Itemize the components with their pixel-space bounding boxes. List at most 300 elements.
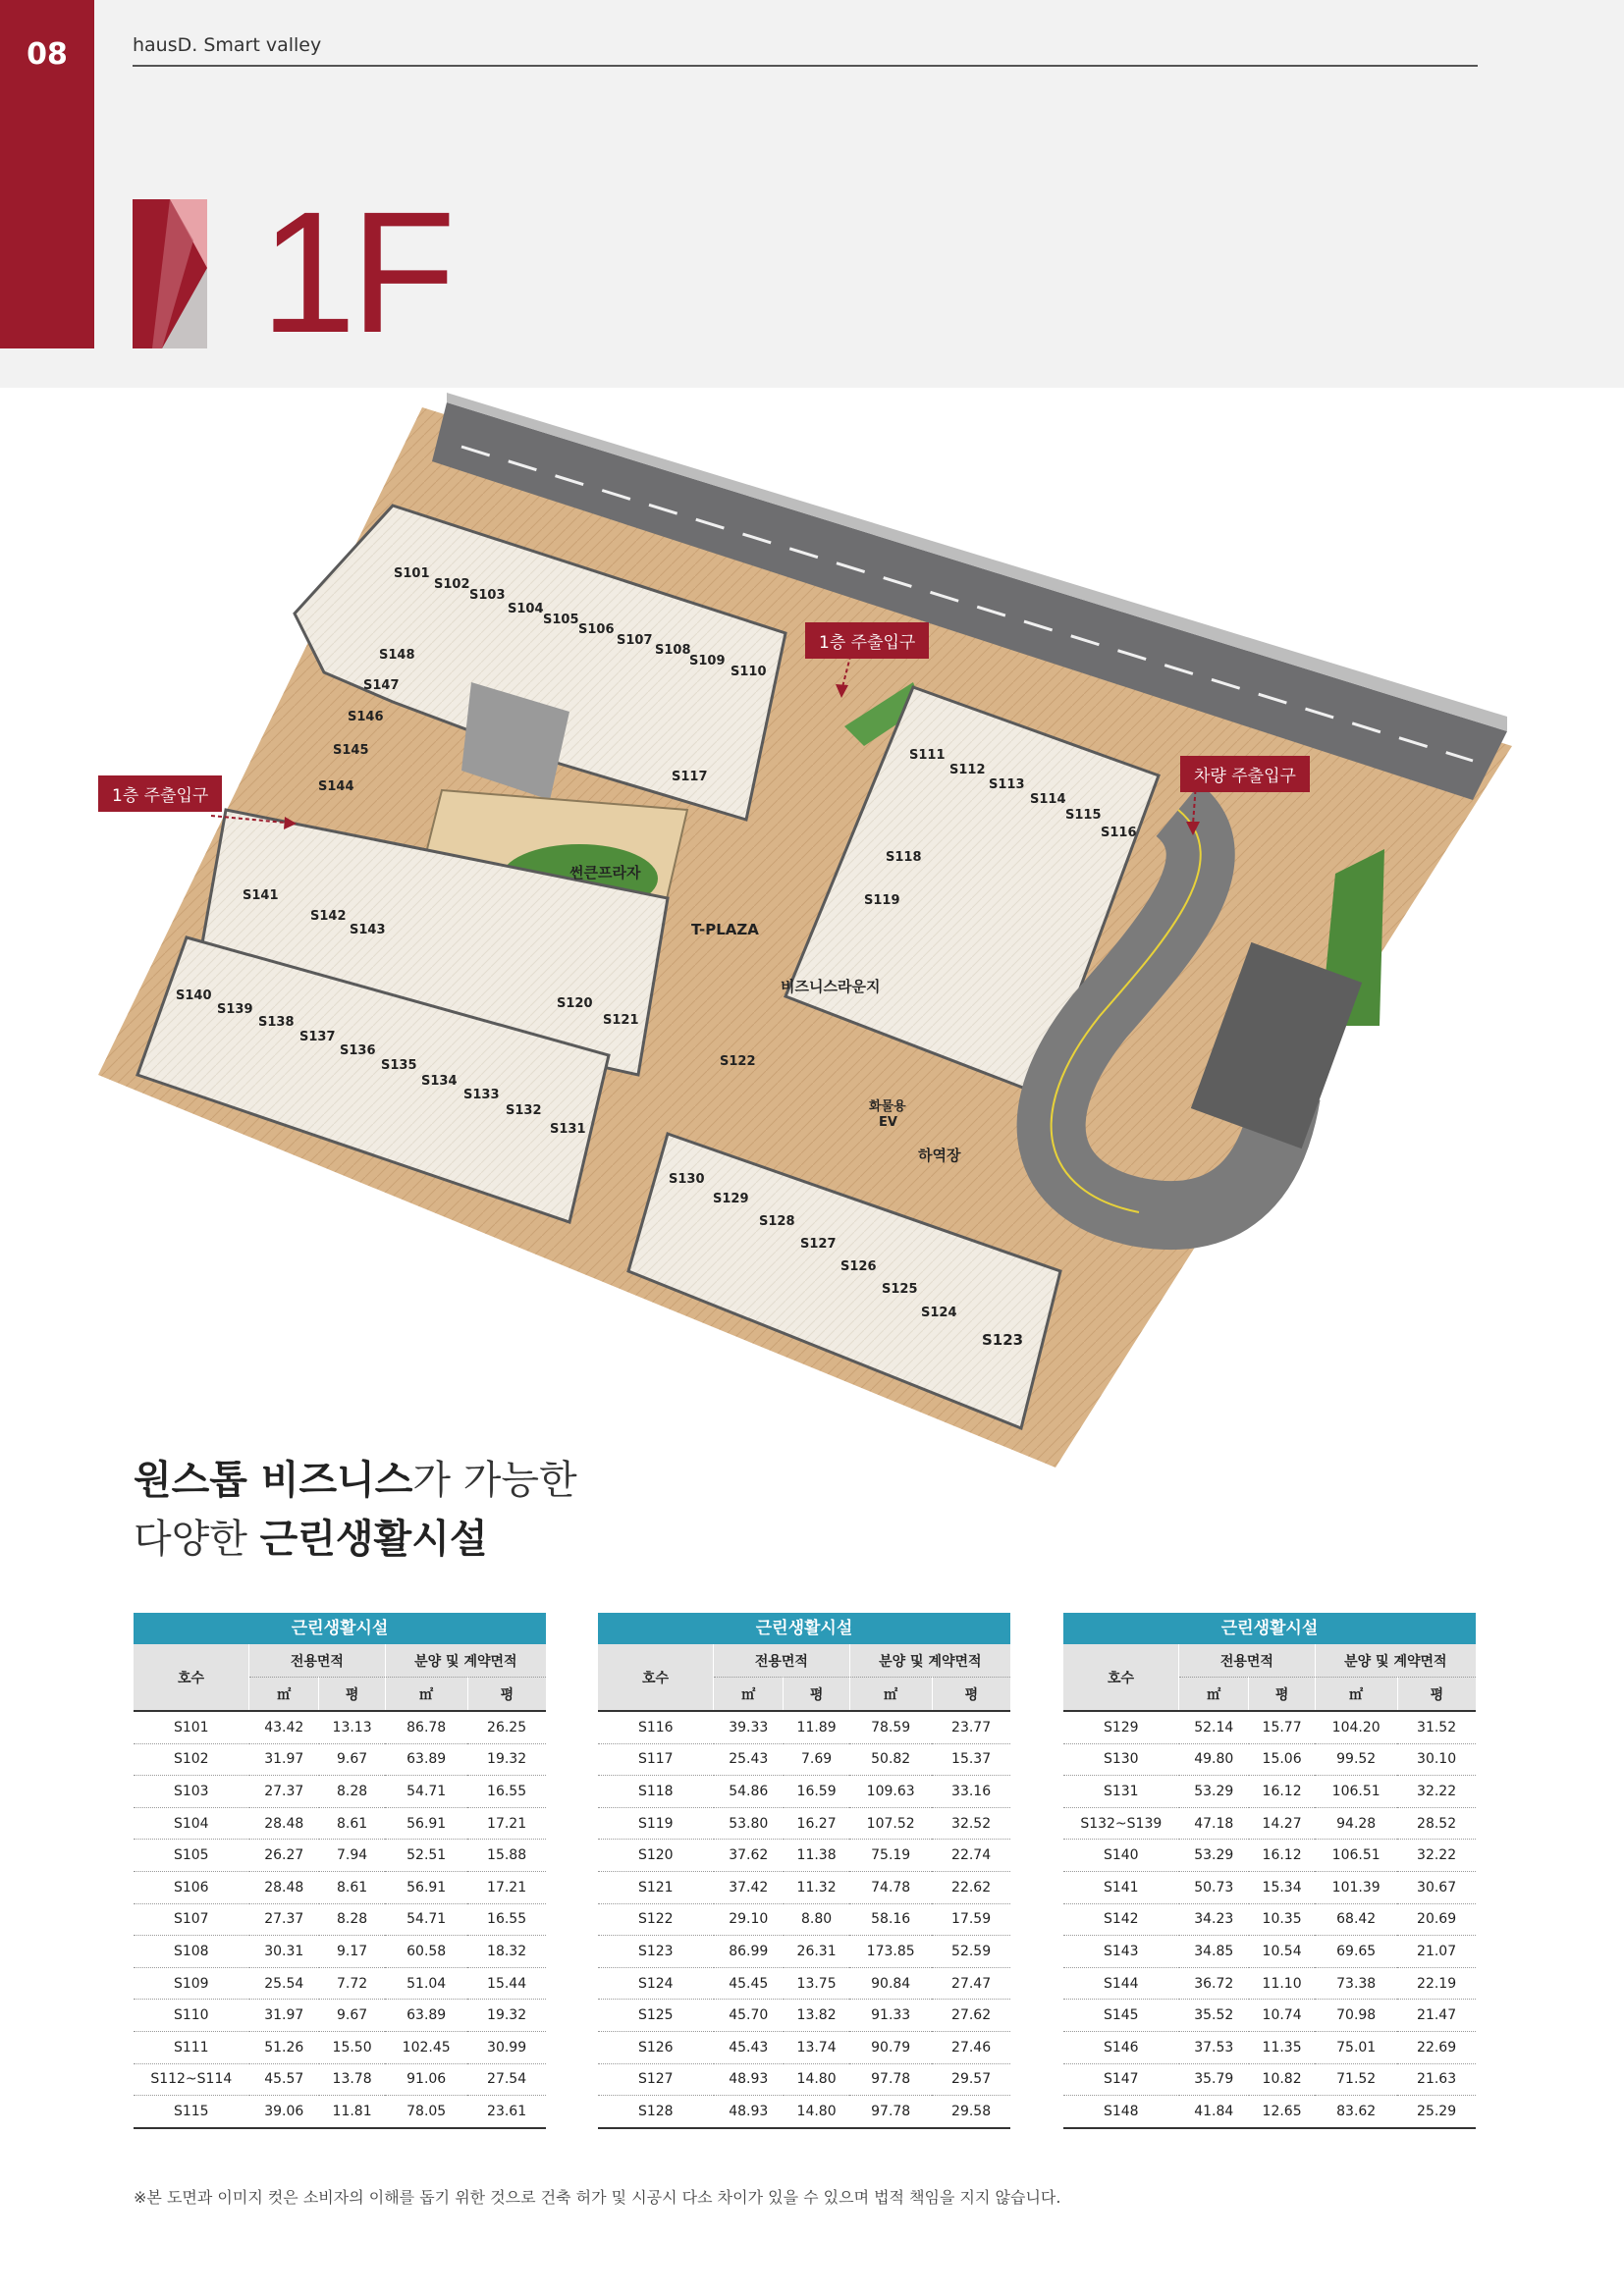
cell-value: 86.99 [714,1936,784,1968]
cell-unit: S119 [598,1807,714,1840]
table-row [598,1743,1010,1776]
unit-label: S119 [864,893,900,908]
cell-value: 26.31 [784,1936,849,1968]
cell-value: 33.16 [932,1776,1010,1808]
table-row [134,2000,546,2032]
cell-unit: S131 [1063,1776,1179,1808]
headline-line2-plain: 다양한 [134,1517,260,1562]
cell-value: 8.28 [319,1903,385,1936]
cell-value: 19.32 [467,1743,546,1776]
cell-value: 56.91 [385,1871,467,1903]
cell-value: 31.97 [249,1743,319,1776]
cell-value: 10.74 [1249,2000,1315,2032]
cell-value: 16.55 [467,1903,546,1936]
unit-label: S113 [989,777,1025,792]
table-row [1063,1871,1476,1903]
unit-label: S121 [603,1013,639,1028]
table-row [1063,1776,1476,1808]
cell-value: 9.67 [319,2000,385,2032]
cell-value: 25.43 [714,1743,784,1776]
unit-label: S140 [176,988,212,1003]
table-row [1063,1807,1476,1840]
cell-value: 106.51 [1315,1776,1397,1808]
cell-value: 41.84 [1179,2096,1249,2128]
unit-label: S120 [557,996,593,1011]
cell-value: 109.63 [849,1776,932,1808]
cell-unit: S115 [134,2096,249,2128]
cell-unit: S118 [598,1776,714,1808]
area-table-1 [134,1613,546,2129]
unit-label: S144 [318,779,354,794]
header-divider [133,65,1478,67]
unit-label: S111 [909,748,946,763]
unit-label: S145 [333,743,369,758]
cell-value: 21.07 [1397,1936,1476,1968]
col-header-exclusive: 전용면적 [714,1644,850,1678]
cell-value: 11.10 [1249,1967,1315,2000]
cell-unit: S111 [134,2031,249,2063]
cell-unit: S129 [1063,1711,1179,1743]
cell-value: 27.62 [932,2000,1010,2032]
cell-value: 63.89 [385,2000,467,2032]
cell-value: 43.42 [249,1711,319,1743]
table-row [134,1807,546,1840]
cell-value: 20.69 [1397,1903,1476,1936]
table-row [134,1776,546,1808]
table-row [598,1776,1010,1808]
cell-unit: S128 [598,2096,714,2128]
table-row [1063,1711,1476,1743]
cell-value: 9.17 [319,1936,385,1968]
cell-value: 13.75 [784,1967,849,2000]
cell-value: 15.44 [467,1967,546,2000]
unit-label: S139 [217,1002,253,1017]
cell-value: 26.27 [249,1840,319,1872]
col-header-contract: 분양 및 계약면적 [385,1644,546,1678]
cell-value: 8.28 [319,1776,385,1808]
cell-value: 25.54 [249,1967,319,2000]
cell-unit: S112~S114 [134,2063,249,2096]
cell-unit: S108 [134,1936,249,1968]
unit-label: S135 [381,1058,417,1073]
cell-value: 27.54 [467,2063,546,2096]
cell-value: 37.42 [714,1871,784,1903]
cell-value: 30.31 [249,1936,319,1968]
cell-value: 97.78 [849,2096,932,2128]
unit-label: S110 [731,665,767,679]
cell-unit: S127 [598,2063,714,2096]
col-header-unit: 호수 [598,1644,714,1711]
cell-value: 30.67 [1397,1871,1476,1903]
table-body [598,1711,1010,2128]
cell-value: 54.71 [385,1903,467,1936]
cell-value: 10.35 [1249,1903,1315,1936]
cell-value: 52.59 [932,1936,1010,1968]
unit-label: S118 [886,850,922,865]
cell-value: 8.61 [319,1871,385,1903]
cell-value: 51.26 [249,2031,319,2063]
table-row [598,1967,1010,2000]
table-row [598,2063,1010,2096]
cell-value: 53.80 [714,1807,784,1840]
table-row [1063,2031,1476,2063]
cell-value: 73.38 [1315,1967,1397,2000]
unit-label: S148 [379,648,415,663]
cell-unit: S144 [1063,1967,1179,2000]
cell-value: 23.77 [932,1711,1010,1743]
cell-value: 14.27 [1249,1807,1315,1840]
floor-plan-illustration [0,388,1624,1468]
cell-value: 34.85 [1179,1936,1249,1968]
cell-value: 15.06 [1249,1743,1315,1776]
cell-value: 14.80 [784,2096,849,2128]
cell-value: 37.53 [1179,2031,1249,2063]
unit-label: S108 [655,643,691,658]
cell-value: 22.74 [932,1840,1010,1872]
cell-value: 11.89 [784,1711,849,1743]
col-header-contract: 분양 및 계약면적 [1315,1644,1476,1678]
unit-label: S123 [982,1331,1024,1349]
cell-value: 52.14 [1179,1711,1249,1743]
headline [134,1451,577,1569]
cell-unit: S125 [598,2000,714,2032]
cell-unit: S109 [134,1967,249,2000]
table-row [1063,1903,1476,1936]
unit-label: S124 [921,1306,957,1320]
cell-value: 51.04 [385,1967,467,2000]
unit-label: S133 [463,1088,500,1102]
unit-label: S141 [243,888,279,903]
area-label-freight-ev: 화물용 [869,1099,906,1114]
unit-label: S138 [258,1015,295,1030]
cell-value: 56.91 [385,1807,467,1840]
table-row [134,1711,546,1743]
cell-value: 22.69 [1397,2031,1476,2063]
area-table-2 [598,1613,1010,2129]
cell-value: 45.57 [249,2063,319,2096]
area-table [1063,1644,1476,2129]
floor-mark-logo [133,199,207,348]
table-title: 근린생활시설 [1063,1613,1476,1644]
cell-unit: S143 [1063,1936,1179,1968]
cell-value: 106.51 [1315,1840,1397,1872]
cell-value: 68.42 [1315,1903,1397,1936]
cell-value: 27.47 [932,1967,1010,2000]
cell-unit: S121 [598,1871,714,1903]
cell-unit: S103 [134,1776,249,1808]
cell-value: 45.70 [714,2000,784,2032]
cell-unit: S107 [134,1903,249,1936]
cell-value: 11.81 [319,2096,385,2128]
area-label-freight-ev-2: EV [879,1115,897,1130]
table-row [134,1743,546,1776]
cell-value: 15.37 [932,1743,1010,1776]
cell-value: 39.06 [249,2096,319,2128]
cell-unit: S117 [598,1743,714,1776]
cell-value: 54.86 [714,1776,784,1808]
cell-value: 74.78 [849,1871,932,1903]
table-row [598,1871,1010,1903]
cell-value: 78.05 [385,2096,467,2128]
unit-label: S137 [299,1030,336,1044]
table-row [1063,1840,1476,1872]
cell-value: 23.61 [467,2096,546,2128]
cell-unit: S106 [134,1871,249,1903]
cell-unit: S146 [1063,2031,1179,2063]
unit-label: S109 [689,654,726,668]
cell-unit: S126 [598,2031,714,2063]
cell-value: 22.19 [1397,1967,1476,2000]
cell-value: 26.25 [467,1711,546,1743]
cell-unit: S101 [134,1711,249,1743]
table-row [1063,2063,1476,2096]
cell-value: 71.52 [1315,2063,1397,2096]
cell-value: 86.78 [385,1711,467,1743]
cell-value: 31.97 [249,2000,319,2032]
unit-label: S105 [543,613,579,627]
col-header-unit: 호수 [134,1644,249,1711]
unit-label: S134 [421,1074,458,1089]
table-row [1063,1967,1476,2000]
area-table-3 [1063,1613,1476,2129]
unit-label: S102 [434,577,470,592]
cell-value: 17.21 [467,1871,546,1903]
cell-value: 7.69 [784,1743,849,1776]
cell-value: 22.62 [932,1871,1010,1903]
cell-value: 36.72 [1179,1967,1249,2000]
unit-label: S127 [800,1237,837,1252]
col-header-pyeong: 평 [932,1678,1010,1712]
cell-value: 78.59 [849,1711,932,1743]
unit-label: S126 [840,1259,877,1274]
cell-value: 28.48 [249,1807,319,1840]
unit-label: S112 [949,763,986,777]
cell-value: 91.33 [849,2000,932,2032]
cell-unit: S142 [1063,1903,1179,1936]
cell-value: 16.59 [784,1776,849,1808]
col-header-m2: ㎡ [249,1678,319,1712]
cell-value: 8.80 [784,1903,849,1936]
table-row [134,1936,546,1968]
table-row [1063,1936,1476,1968]
table-row [134,1903,546,1936]
cell-value: 11.38 [784,1840,849,1872]
cell-value: 48.93 [714,2063,784,2096]
cell-value: 10.82 [1249,2063,1315,2096]
cell-value: 7.72 [319,1967,385,2000]
col-header-pyeong: 평 [1249,1678,1315,1712]
cell-value: 25.29 [1397,2096,1476,2128]
unit-label: S107 [617,633,653,648]
col-header-pyeong: 평 [467,1678,546,1712]
cell-value: 94.28 [1315,1807,1397,1840]
table-row [598,2096,1010,2128]
cell-value: 50.73 [1179,1871,1249,1903]
cell-value: 45.43 [714,2031,784,2063]
cell-value: 69.65 [1315,1936,1397,1968]
table-title: 근린생활시설 [598,1613,1010,1644]
cell-value: 16.12 [1249,1840,1315,1872]
page-number-tab [0,0,94,348]
cell-value: 27.46 [932,2031,1010,2063]
floor-title: 1F [260,177,451,369]
table-title: 근린생활시설 [134,1613,546,1644]
cell-unit: S105 [134,1840,249,1872]
unit-label: S125 [882,1282,918,1297]
cell-value: 75.19 [849,1840,932,1872]
cell-unit: S120 [598,1840,714,1872]
unit-label: S146 [348,710,384,724]
cell-value: 15.77 [1249,1711,1315,1743]
callout-vehicle-entrance: 차량 주출입구 [1180,756,1310,792]
cell-value: 21.63 [1397,2063,1476,2096]
area-label-sunken-plaza: 썬큰프라자 [569,864,641,881]
unit-label: S101 [394,566,430,581]
cell-value: 17.21 [467,1807,546,1840]
cell-value: 15.34 [1249,1871,1315,1903]
cell-unit: S116 [598,1711,714,1743]
cell-value: 28.52 [1397,1807,1476,1840]
col-header-m2: ㎡ [849,1678,932,1712]
cell-unit: S132~S139 [1063,1807,1179,1840]
disclaimer-footnote: ※본 도면과 이미지 컷은 소비자의 이해를 돕기 위한 것으로 건축 허가 및 시공시 다소 차이가 있을 수 있으며 법적 책임을 지지 않습니다. [134,2188,1061,2207]
cell-value: 7.94 [319,1840,385,1872]
cell-value: 107.52 [849,1807,932,1840]
cell-unit: S147 [1063,2063,1179,2096]
cell-value: 102.45 [385,2031,467,2063]
headline-line1-bold: 원스톱 비즈니스 [134,1458,413,1503]
cell-value: 60.58 [385,1936,467,1968]
unit-label: S115 [1065,808,1102,823]
cell-value: 90.79 [849,2031,932,2063]
cell-value: 54.71 [385,1776,467,1808]
cell-value: 18.32 [467,1936,546,1968]
col-header-pyeong: 평 [1397,1678,1476,1712]
cell-value: 49.80 [1179,1743,1249,1776]
unit-label: S116 [1101,826,1137,840]
area-label-business-lounge: 비즈니스라운지 [781,978,881,995]
callout-entrance-left: 1층 주출입구 [98,775,222,812]
unit-label: S130 [669,1172,705,1187]
cell-unit: S148 [1063,2096,1179,2128]
cell-value: 28.48 [249,1871,319,1903]
cell-value: 27.37 [249,1776,319,1808]
cell-value: 99.52 [1315,1743,1397,1776]
cell-value: 21.47 [1397,2000,1476,2032]
unit-label: S117 [672,770,708,784]
area-table [134,1644,546,2129]
cell-unit: S104 [134,1807,249,1840]
cell-value: 8.61 [319,1807,385,1840]
table-body [1063,1711,1476,2128]
unit-label: S104 [508,602,544,616]
col-header-m2: ㎡ [385,1678,467,1712]
area-label-t-plaza: T-PLAZA [691,921,759,938]
cell-value: 53.29 [1179,1776,1249,1808]
cell-value: 9.67 [319,1743,385,1776]
col-header-m2: ㎡ [1315,1678,1397,1712]
unit-label: S147 [363,678,400,693]
area-table [598,1644,1010,2129]
cell-value: 34.23 [1179,1903,1249,1936]
unit-label: S143 [350,923,386,937]
unit-label: S136 [340,1043,376,1058]
table-row [598,1711,1010,1743]
cell-value: 83.62 [1315,2096,1397,2128]
cell-value: 15.88 [467,1840,546,1872]
cell-value: 29.10 [714,1903,784,1936]
cell-value: 90.84 [849,1967,932,2000]
cell-value: 32.22 [1397,1840,1476,1872]
cell-value: 13.74 [784,2031,849,2063]
unit-label: S129 [713,1192,749,1206]
table-row [1063,2000,1476,2032]
cell-value: 10.54 [1249,1936,1315,1968]
cell-value: 27.37 [249,1903,319,1936]
cell-value: 70.98 [1315,2000,1397,2032]
cell-value: 47.18 [1179,1807,1249,1840]
cell-value: 173.85 [849,1936,932,1968]
header-background [0,0,1624,388]
cell-value: 45.45 [714,1967,784,2000]
cell-value: 11.32 [784,1871,849,1903]
cell-value: 37.62 [714,1840,784,1872]
table-body [134,1711,546,2128]
unit-label: S142 [310,909,347,924]
table-row [598,2031,1010,2063]
cell-value: 19.32 [467,2000,546,2032]
col-header-unit: 호수 [1063,1644,1179,1711]
unit-label: S106 [578,622,615,637]
unit-label: S103 [469,588,506,603]
cell-unit: S110 [134,2000,249,2032]
cell-value: 16.27 [784,1807,849,1840]
cell-value: 35.52 [1179,2000,1249,2032]
cell-value: 14.80 [784,2063,849,2096]
col-header-m2: ㎡ [1179,1678,1249,1712]
table-row [134,2063,546,2096]
col-header-m2: ㎡ [714,1678,784,1712]
cell-value: 53.29 [1179,1840,1249,1872]
col-header-pyeong: 평 [784,1678,849,1712]
cell-value: 17.59 [932,1903,1010,1936]
cell-value: 13.13 [319,1711,385,1743]
cell-unit: S130 [1063,1743,1179,1776]
cell-value: 30.10 [1397,1743,1476,1776]
cell-value: 48.93 [714,2096,784,2128]
table-row [598,1903,1010,1936]
cell-value: 31.52 [1397,1711,1476,1743]
cell-value: 52.51 [385,1840,467,1872]
cell-unit: S102 [134,1743,249,1776]
cell-value: 30.99 [467,2031,546,2063]
cell-unit: S123 [598,1936,714,1968]
callout-entrance-top: 1층 주출입구 [805,622,929,659]
cell-value: 63.89 [385,1743,467,1776]
table-row [598,2000,1010,2032]
unit-label: S131 [550,1122,586,1137]
table-row [134,2031,546,2063]
cell-value: 16.55 [467,1776,546,1808]
cell-value: 101.39 [1315,1871,1397,1903]
cell-value: 15.50 [319,2031,385,2063]
unit-label: S114 [1030,792,1066,807]
unit-label: S132 [506,1103,542,1118]
cell-value: 13.82 [784,2000,849,2032]
cell-unit: S140 [1063,1840,1179,1872]
col-header-pyeong: 평 [319,1678,385,1712]
cell-unit: S122 [598,1903,714,1936]
